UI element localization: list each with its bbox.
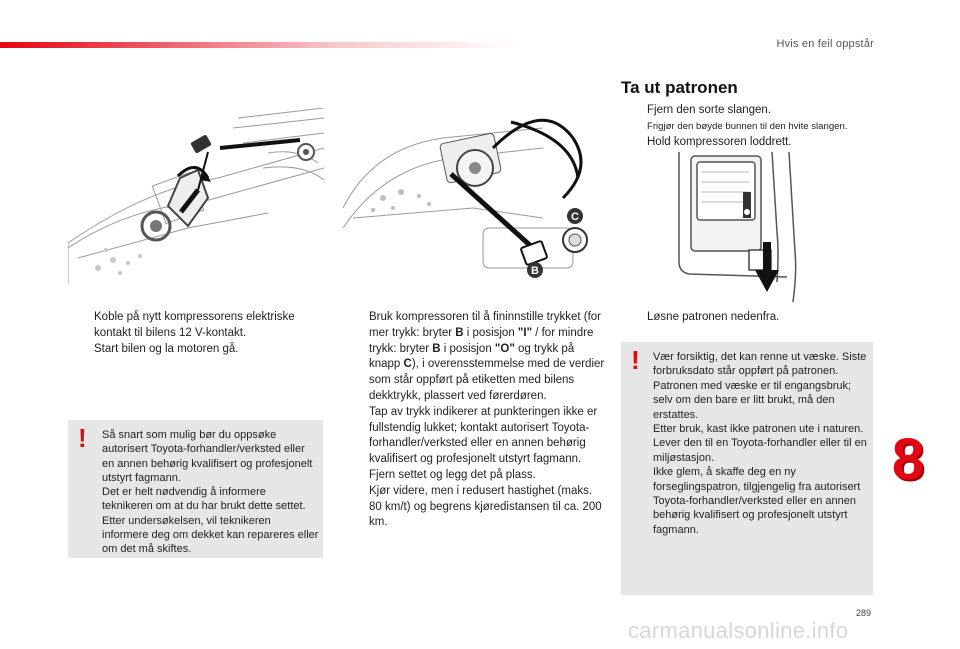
- cartridge-removal-illustration: [677, 152, 805, 304]
- list-item: [621, 119, 891, 135]
- right-steps-list: [621, 103, 891, 150]
- list-item: [68, 342, 324, 358]
- list-item: [621, 310, 881, 326]
- step-text-pressure-note: Tap av trykk indikerer at punkteringen ikke er fullstendig lukket; kontakt autorisert Toyota-forhandler/verksted eller en annen behørig kvalifisert og profesjonelt utstyrt fagmann.: [369, 405, 598, 466]
- warning-text: Så snart som mulig bør du oppsøke autorisert Toyota-forhandler/verksted eller en annen behørig kvalifisert og profesjonelt utstyrt fagmann. Det er helt nødvendig å informere teknikeren om at du har brukt dette settet. Etter undersøkelsen, vil teknikeren informere deg om dekket kan repareres eller om det må skiftes.: [102, 429, 319, 556]
- text-fragment: i posisjon: [463, 326, 518, 339]
- warning-icon: !: [78, 423, 87, 453]
- step-text-pressure: [369, 311, 604, 402]
- compressor-pressure-illustration: [343, 108, 599, 284]
- chapter-title: Hvis en feil oppstår: [776, 38, 874, 50]
- callout-b: B: [531, 265, 539, 277]
- step-text: Fjern settet og legg det på plass.: [369, 468, 536, 481]
- list-item: [621, 103, 891, 119]
- right-steps-list-2: [621, 310, 881, 326]
- middle-steps-list: [343, 310, 605, 531]
- chapter-number-badge: 8: [874, 426, 942, 494]
- bold-fragment: "I": [517, 326, 533, 339]
- step-text: Løsne patronen nedenfra.: [647, 311, 780, 323]
- warning-text: Vær forsiktig, det kan renne ut væske. Siste forbruksdato står oppført på patronen. Patronen med væske er til engangsbruk; selv om den bare er litt brukt, må den erstattes. Etter bruk, kast ikke patronen ute i naturen. Lever den til en Toyota-forhandler eller til en miljøstasjon. Ikke glem, å skaffe deg en ny forseglingspatron, tilgjengelig fra autorisert Toyota-forhandler/verksted eller en annen behørig kvalifisert og profesjonelt utstyrt fagmann.: [653, 351, 867, 536]
- bold-fragment: C: [403, 358, 412, 371]
- watermark: carmanualsonline.info: [628, 618, 849, 643]
- list-item: [68, 310, 324, 342]
- page-number: 289: [855, 608, 871, 618]
- list-item: [343, 310, 605, 468]
- list-item: [621, 135, 891, 151]
- warning-box-left: [68, 420, 323, 558]
- text-fragment: ), i overensstemmelse med de verdier som står oppført på etiketten med bilens dekktrykk, plassert ved førerdøren.: [369, 358, 605, 402]
- text-fragment: i posisjon: [440, 342, 495, 355]
- step-text: Start bilen og la motoren gå.: [94, 342, 239, 355]
- step-text: Hold kompressoren loddrett.: [647, 135, 792, 148]
- warning-icon: !: [631, 345, 640, 375]
- list-item: [343, 484, 605, 531]
- step-text: Fjern den sorte slangen.: [647, 104, 772, 116]
- text-fragment: Bruk kompressoren til å fininnstille trykket (for mer trykk: bryter: [369, 311, 601, 339]
- step-text: Frigjør den bøyde bunnen til den hvite slangen.: [647, 120, 848, 132]
- section-title: Ta ut patronen: [621, 78, 738, 97]
- bold-fragment: "O": [494, 342, 515, 355]
- compressor-plug-illustration: [68, 108, 324, 284]
- text-fragment: / for mindre trykk: bryter: [369, 326, 594, 355]
- callout-c: C: [571, 211, 579, 223]
- warning-box-right: [621, 342, 873, 595]
- step-text: Kjør videre, men i redusert hastighet (maks. 80 km/t) og begrens kjøredistansen til ca. 200 km.: [369, 484, 602, 529]
- chapter-color-bar: [0, 42, 520, 48]
- bold-fragment: B: [432, 342, 441, 355]
- list-item: [343, 468, 605, 484]
- step-text: Koble på nytt kompressorens elektriske kontakt til bilens 12 V-kontakt.: [94, 311, 295, 339]
- left-steps-list: [68, 310, 324, 357]
- bold-fragment: B: [455, 326, 464, 339]
- text-fragment: og trykk på knapp: [369, 342, 575, 371]
